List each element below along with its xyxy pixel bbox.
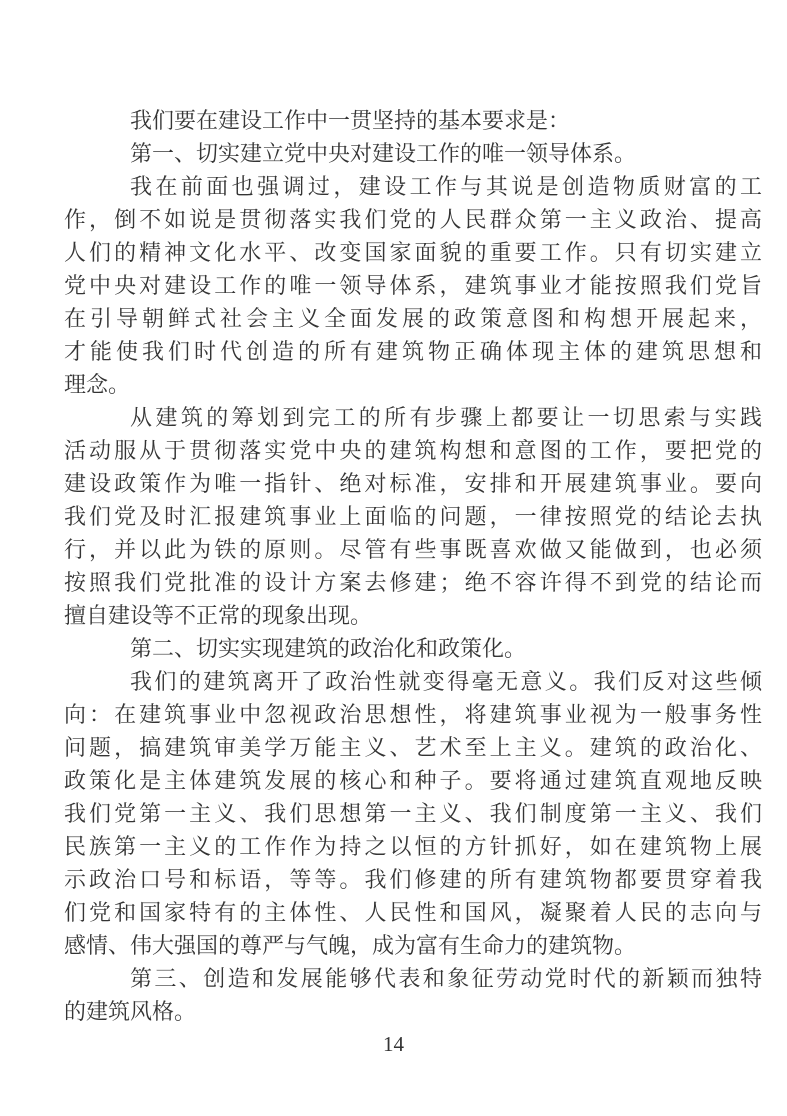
paragraph — [64, 104, 762, 137]
text-line: 民族第一主义的工作作为持之以恒的方针抓好，如在建筑物上展 — [64, 834, 762, 859]
text-line: 擅自建设等不正常的现象出现。 — [64, 603, 373, 628]
text-line: 党中央对建设工作的唯一领导体系，建筑事业才能按照我们党旨 — [64, 273, 762, 298]
text-line: 我们党及时汇报建筑事业上面临的问题，一律按照党的结论去执 — [64, 504, 762, 529]
text-block — [64, 104, 762, 1028]
text-line: 我在前面也强调过，建设工作与其说是创造物质财富的工 — [130, 174, 762, 199]
paragraph — [64, 665, 762, 962]
text-line: 第一、切实建立党中央对建设工作的唯一领导体系。 — [130, 141, 637, 166]
text-line: 按照我们党批准的设计方案去修建；绝不容许得不到党的结论而 — [64, 570, 762, 595]
text-line: 示政治口号和标语，等等。我们修建的所有建筑物都要贯穿着我 — [64, 867, 762, 892]
text-line: 活动服从于贯彻落实党中央的建筑构想和意图的工作，要把党的 — [64, 438, 762, 463]
text-line: 向：在建筑事业中忽视政治思想性，将建筑事业视为一般事务性 — [64, 702, 762, 727]
text-line: 作，倒不如说是贯彻落实我们党的人民群众第一主义政治、提高 — [64, 207, 762, 232]
text-line: 人们的精神文化水平、改变国家面貌的重要工作。只有切实建立 — [64, 240, 762, 265]
text-line: 我们的建筑离开了政治性就变得毫无意义。我们反对这些倾 — [130, 669, 762, 694]
text-line: 理念。 — [64, 372, 131, 397]
text-line: 政策化是主体建筑发展的核心和种子。要将通过建筑直观地反映 — [64, 768, 762, 793]
text-line: 们党和国家特有的主体性、人民性和国风，凝聚着人民的志向与 — [64, 900, 762, 925]
paragraph — [64, 401, 762, 632]
text-line: 第二、切实实现建筑的政治化和政策化。 — [130, 636, 527, 661]
text-line: 第三、创造和发展能够代表和象征劳动党时代的新颖而独特 — [130, 966, 762, 991]
text-line: 我们党第一主义、我们思想第一主义、我们制度第一主义、我们 — [64, 801, 762, 826]
text-line: 的建筑风格。 — [64, 999, 197, 1024]
page-number: 14 — [383, 1032, 404, 1056]
text-line: 我们要在建设工作中一贯坚持的基本要求是： — [130, 108, 571, 133]
paragraph — [64, 170, 762, 401]
text-line: 感情、伟大强国的尊严与气魄，成为富有生命力的建筑物。 — [64, 933, 637, 958]
text-line: 问题，搞建筑审美学万能主义、艺术至上主义。建筑的政治化、 — [64, 735, 762, 760]
paragraph — [64, 632, 762, 665]
text-line: 建设政策作为唯一指针、绝对标准，安排和开展建筑事业。要向 — [64, 471, 762, 496]
text-line: 在引导朝鲜式社会主义全面发展的政策意图和构想开展起来， — [64, 306, 762, 331]
text-line: 行，并以此为铁的原则。尽管有些事既喜欢做又能做到，也必须 — [64, 537, 762, 562]
paragraph — [64, 962, 762, 1028]
text-line: 从建筑的筹划到完工的所有步骤上都要让一切思索与实践 — [130, 405, 762, 430]
paragraph — [64, 137, 762, 170]
text-line: 才能使我们时代创造的所有建筑物正确体现主体的建筑思想和 — [64, 339, 762, 364]
